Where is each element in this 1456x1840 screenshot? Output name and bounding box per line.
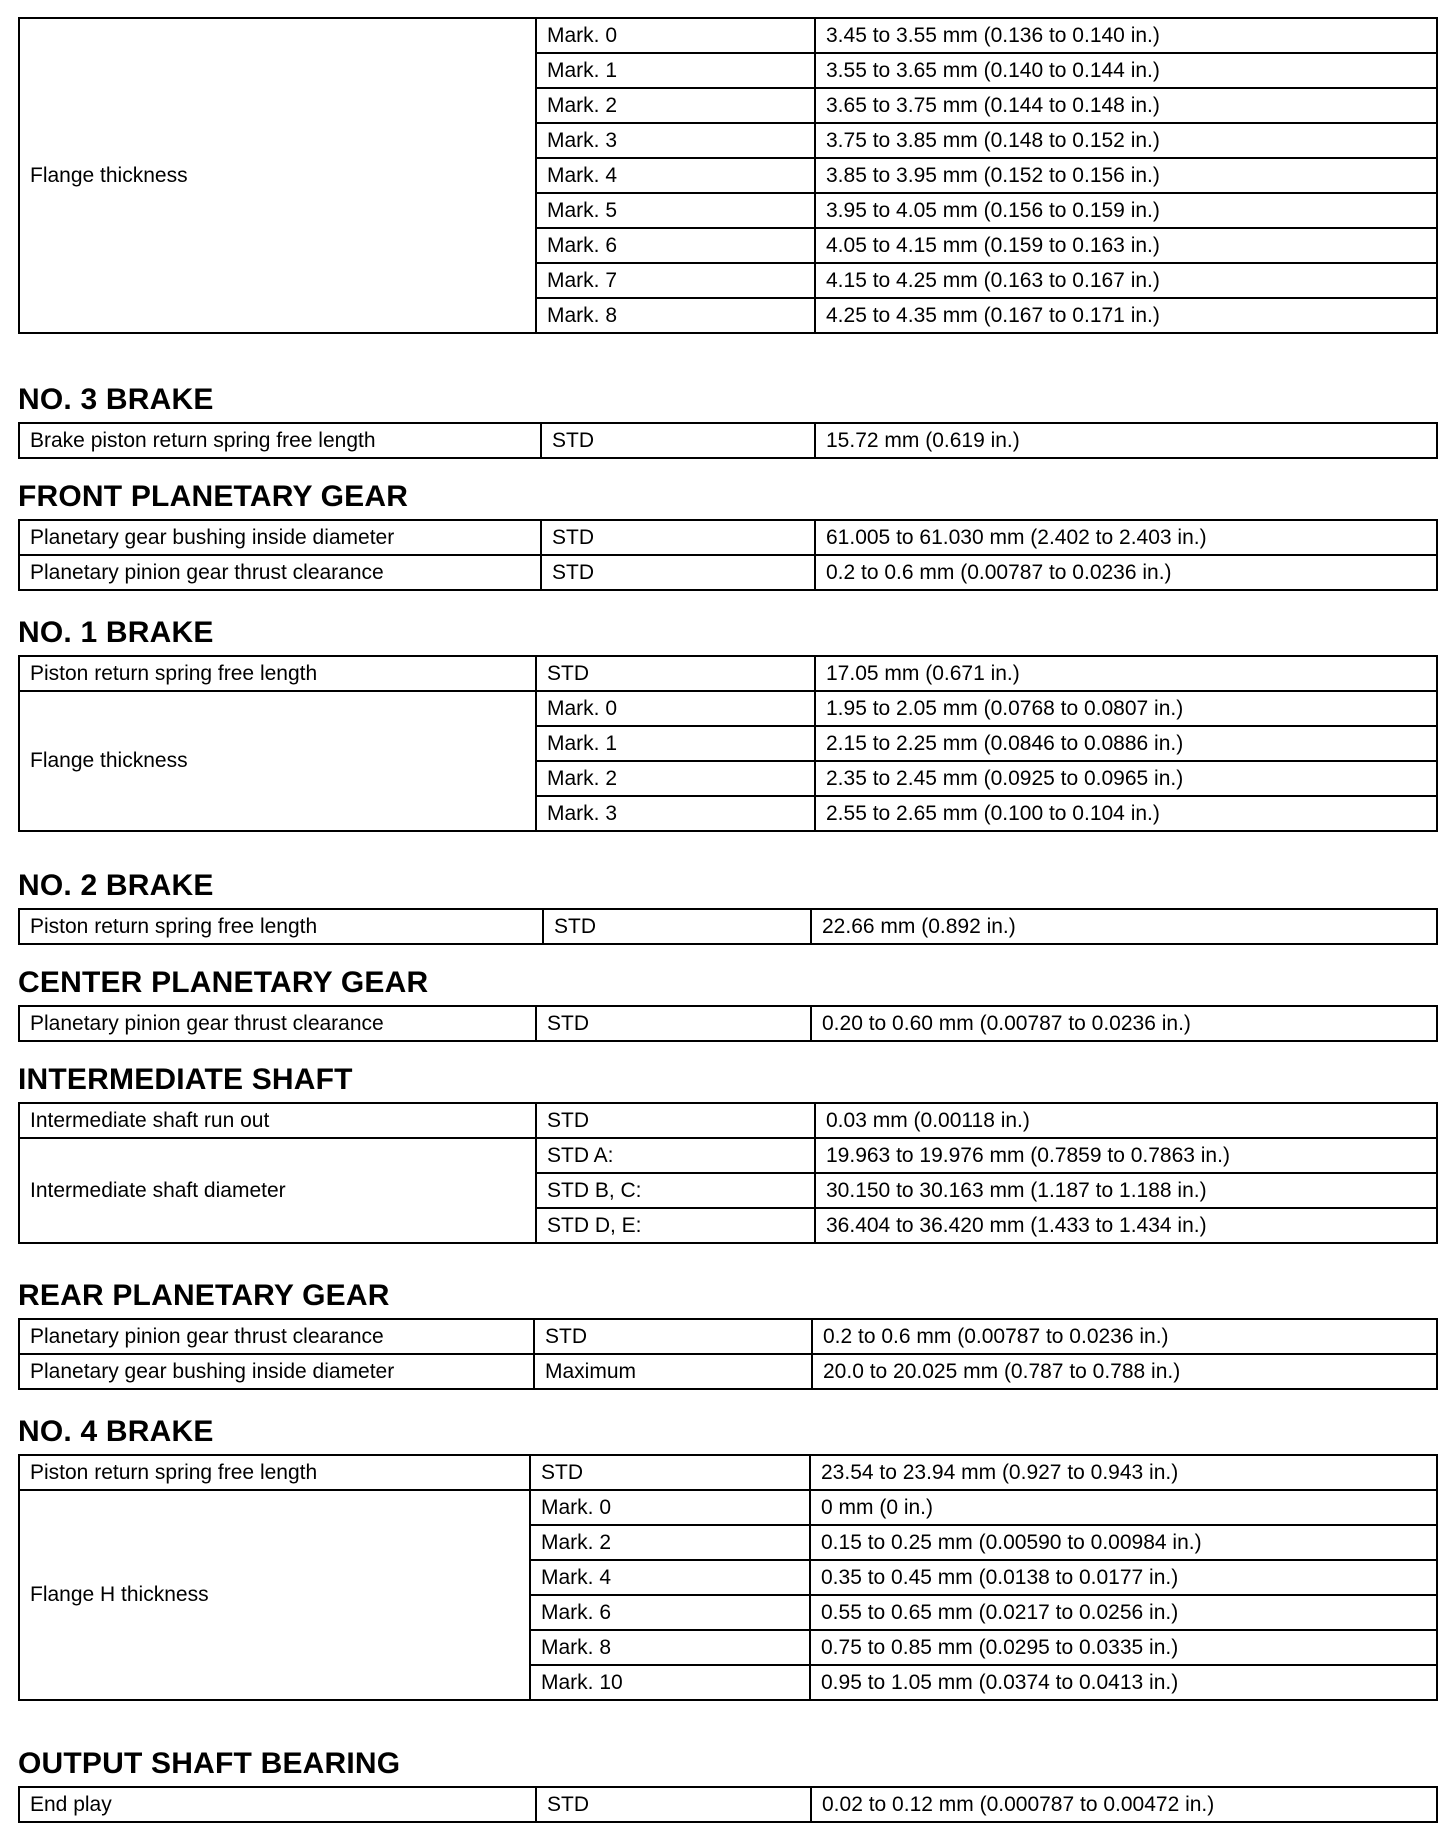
- value-cell: 36.404 to 36.420 mm (1.433 to 1.434 in.): [815, 1208, 1437, 1243]
- mark-cell: Mark. 5: [536, 193, 815, 228]
- value-cell: 2.35 to 2.45 mm (0.0925 to 0.0965 in.): [815, 761, 1437, 796]
- rear-planetary-gear-table: [18, 1318, 1436, 1390]
- value-cell: 17.05 mm (0.671 in.): [815, 656, 1437, 691]
- mark-cell: Mark. 3: [536, 796, 815, 831]
- table-row: [19, 1138, 1437, 1173]
- spec-table: [18, 1005, 1438, 1042]
- item-cell: Planetary pinion gear thrust clearance: [19, 1319, 534, 1354]
- value-cell: 3.55 to 3.65 mm (0.140 to 0.144 in.): [815, 53, 1437, 88]
- table-row: [19, 1455, 1437, 1490]
- item-cell: Flange thickness: [19, 18, 536, 333]
- no2-brake-table: [18, 908, 1436, 945]
- condition-cell: STD A:: [536, 1138, 815, 1173]
- value-cell: 3.65 to 3.75 mm (0.144 to 0.148 in.): [815, 88, 1437, 123]
- value-cell: 19.963 to 19.976 mm (0.7859 to 0.7863 in.): [815, 1138, 1437, 1173]
- no1-brake-table: [18, 655, 1436, 832]
- item-cell: Planetary gear bushing inside diameter: [19, 520, 541, 555]
- mark-cell: Mark. 10: [530, 1665, 810, 1700]
- item-cell: Brake piston return spring free length: [19, 423, 541, 458]
- no3-brake-table: [18, 422, 1436, 459]
- mark-cell: Mark. 8: [530, 1630, 810, 1665]
- condition-cell: STD: [536, 656, 815, 691]
- section-title-no2-brake: NO. 2 BRAKE: [18, 869, 214, 902]
- mark-cell: Mark. 1: [536, 53, 815, 88]
- mark-cell: Mark. 6: [536, 228, 815, 263]
- section-title-rear-planetary-gear: REAR PLANETARY GEAR: [18, 1279, 390, 1312]
- item-cell: Planetary pinion gear thrust clearance: [19, 555, 541, 590]
- section-title-output-shaft-bearing: OUTPUT SHAFT BEARING: [18, 1747, 401, 1780]
- table-row: [19, 18, 1437, 53]
- mark-cell: Mark. 0: [536, 18, 815, 53]
- mark-cell: Mark. 2: [536, 761, 815, 796]
- value-cell: 0.02 to 0.12 mm (0.000787 to 0.00472 in.): [811, 1787, 1437, 1822]
- item-cell: Planetary gear bushing inside diameter: [19, 1354, 534, 1389]
- value-cell: 4.05 to 4.15 mm (0.159 to 0.163 in.): [815, 228, 1437, 263]
- spec-table: [18, 519, 1438, 591]
- spec-table: [18, 1454, 1438, 1701]
- mark-cell: Mark. 4: [530, 1560, 810, 1595]
- spec-table: [18, 1102, 1438, 1244]
- condition-cell: STD: [541, 423, 815, 458]
- value-cell: 4.15 to 4.25 mm (0.163 to 0.167 in.): [815, 263, 1437, 298]
- table-row: [19, 423, 1437, 458]
- spec-table: [18, 908, 1438, 945]
- table-row: [19, 691, 1437, 726]
- value-cell: 0.95 to 1.05 mm (0.0374 to 0.0413 in.): [810, 1665, 1437, 1700]
- mark-cell: Mark. 4: [536, 158, 815, 193]
- section-title-front-planetary-gear: FRONT PLANETARY GEAR: [18, 480, 409, 513]
- section-title-no1-brake: NO. 1 BRAKE: [18, 616, 214, 649]
- intermediate-shaft-table: [18, 1102, 1436, 1244]
- no4-brake-table: [18, 1454, 1436, 1701]
- condition-cell: STD: [543, 909, 811, 944]
- value-cell: 0.35 to 0.45 mm (0.0138 to 0.0177 in.): [810, 1560, 1437, 1595]
- value-cell: 23.54 to 23.94 mm (0.927 to 0.943 in.): [810, 1455, 1437, 1490]
- table-row: [19, 1354, 1437, 1389]
- mark-cell: Mark. 2: [530, 1525, 810, 1560]
- value-cell: 2.55 to 2.65 mm (0.100 to 0.104 in.): [815, 796, 1437, 831]
- value-cell: 3.45 to 3.55 mm (0.136 to 0.140 in.): [815, 18, 1437, 53]
- mark-cell: Mark. 0: [530, 1490, 810, 1525]
- item-cell: Piston return spring free length: [19, 909, 543, 944]
- item-cell: Flange thickness: [19, 691, 536, 831]
- flange-thickness-table: [18, 17, 1436, 334]
- condition-cell: STD: [534, 1319, 812, 1354]
- front-planetary-gear-table: [18, 519, 1436, 591]
- condition-cell: STD B, C:: [536, 1173, 815, 1208]
- mark-cell: Mark. 1: [536, 726, 815, 761]
- value-cell: 3.85 to 3.95 mm (0.152 to 0.156 in.): [815, 158, 1437, 193]
- item-cell: Intermediate shaft run out: [19, 1103, 536, 1138]
- value-cell: 4.25 to 4.35 mm (0.167 to 0.171 in.): [815, 298, 1437, 333]
- table-row: [19, 520, 1437, 555]
- table-row: [19, 909, 1437, 944]
- item-cell: End play: [19, 1787, 536, 1822]
- item-cell: Piston return spring free length: [19, 656, 536, 691]
- item-cell: Flange H thickness: [19, 1490, 530, 1700]
- section-title-center-planetary-gear: CENTER PLANETARY GEAR: [18, 966, 429, 999]
- table-row: [19, 1006, 1437, 1041]
- value-cell: 15.72 mm (0.619 in.): [815, 423, 1437, 458]
- table-row: [19, 555, 1437, 590]
- spec-table: [18, 17, 1438, 334]
- value-cell: 61.005 to 61.030 mm (2.402 to 2.403 in.): [815, 520, 1437, 555]
- item-cell: Planetary pinion gear thrust clearance: [19, 1006, 536, 1041]
- table-row: [19, 1319, 1437, 1354]
- section-title-no4-brake: NO. 4 BRAKE: [18, 1415, 214, 1448]
- condition-cell: STD: [541, 555, 815, 590]
- mark-cell: Mark. 0: [536, 691, 815, 726]
- mark-cell: Mark. 3: [536, 123, 815, 158]
- mark-cell: Mark. 8: [536, 298, 815, 333]
- value-cell: 3.75 to 3.85 mm (0.148 to 0.152 in.): [815, 123, 1437, 158]
- condition-cell: STD: [536, 1006, 811, 1041]
- value-cell: 0.03 mm (0.00118 in.): [815, 1103, 1437, 1138]
- mark-cell: Mark. 6: [530, 1595, 810, 1630]
- mark-cell: Mark. 2: [536, 88, 815, 123]
- condition-cell: STD: [541, 520, 815, 555]
- output-shaft-bearing-table: [18, 1786, 1436, 1823]
- value-cell: 30.150 to 30.163 mm (1.187 to 1.188 in.): [815, 1173, 1437, 1208]
- spec-table: [18, 655, 1438, 832]
- spec-table: [18, 422, 1438, 459]
- center-planetary-gear-table: [18, 1005, 1436, 1042]
- value-cell: 1.95 to 2.05 mm (0.0768 to 0.0807 in.): [815, 691, 1437, 726]
- condition-cell: STD D, E:: [536, 1208, 815, 1243]
- table-row: [19, 656, 1437, 691]
- value-cell: 2.15 to 2.25 mm (0.0846 to 0.0886 in.): [815, 726, 1437, 761]
- condition-cell: STD: [536, 1103, 815, 1138]
- condition-cell: Maximum: [534, 1354, 812, 1389]
- condition-cell: STD: [530, 1455, 810, 1490]
- section-title-intermediate-shaft: INTERMEDIATE SHAFT: [18, 1063, 353, 1096]
- value-cell: 20.0 to 20.025 mm (0.787 to 0.788 in.): [812, 1354, 1437, 1389]
- table-row: [19, 1490, 1437, 1525]
- value-cell: 0.2 to 0.6 mm (0.00787 to 0.0236 in.): [815, 555, 1437, 590]
- table-row: [19, 1103, 1437, 1138]
- value-cell: 0.15 to 0.25 mm (0.00590 to 0.00984 in.): [810, 1525, 1437, 1560]
- item-cell: Piston return spring free length: [19, 1455, 530, 1490]
- spec-table: [18, 1318, 1438, 1390]
- item-cell: Intermediate shaft diameter: [19, 1138, 536, 1243]
- condition-cell: STD: [536, 1787, 811, 1822]
- value-cell: 0.55 to 0.65 mm (0.0217 to 0.0256 in.): [810, 1595, 1437, 1630]
- table-row: [19, 1787, 1437, 1822]
- value-cell: 3.95 to 4.05 mm (0.156 to 0.159 in.): [815, 193, 1437, 228]
- value-cell: 0.75 to 0.85 mm (0.0295 to 0.0335 in.): [810, 1630, 1437, 1665]
- value-cell: 0.2 to 0.6 mm (0.00787 to 0.0236 in.): [812, 1319, 1437, 1354]
- spec-table: [18, 1786, 1438, 1823]
- mark-cell: Mark. 7: [536, 263, 815, 298]
- section-title-no3-brake: NO. 3 BRAKE: [18, 383, 214, 416]
- value-cell: 0 mm (0 in.): [810, 1490, 1437, 1525]
- value-cell: 0.20 to 0.60 mm (0.00787 to 0.0236 in.): [811, 1006, 1437, 1041]
- value-cell: 22.66 mm (0.892 in.): [811, 909, 1437, 944]
